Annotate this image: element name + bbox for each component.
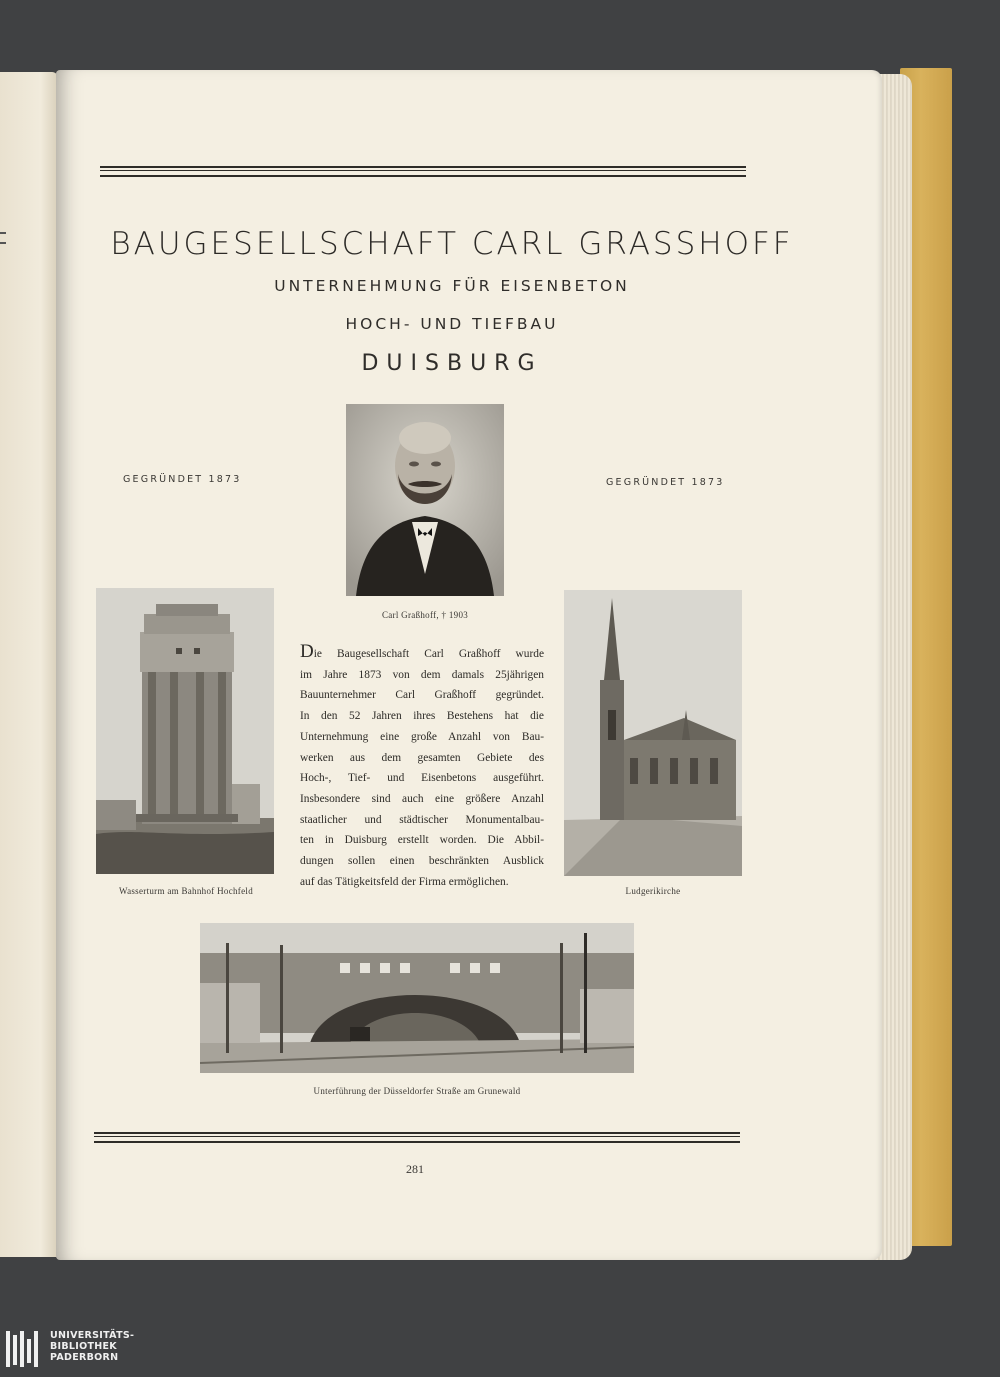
city-name: DUISBURG bbox=[361, 351, 543, 376]
body-line: Hoch-, Tief- und Eisenbetons ausgeführt. bbox=[300, 772, 544, 785]
body-line: auf das Tätigkeitsfeld der Firma ermöglichen. bbox=[300, 875, 509, 888]
library-logo-text bbox=[50, 1330, 210, 1363]
bottom-rule bbox=[94, 1132, 740, 1143]
page-title: BAUGESELLSCHAFT CARL GRASSHOFF bbox=[110, 226, 794, 262]
library-logo-icon bbox=[6, 1329, 42, 1369]
founded-left: GEGRÜNDET 1873 bbox=[123, 474, 242, 485]
left-page-mark bbox=[0, 232, 6, 234]
water-tower-photo bbox=[96, 588, 274, 874]
portrait-caption: Carl Graßhoff, † 1903 bbox=[381, 610, 469, 620]
body-line: ten in Duisburg erstellt worden. Die Abbil- bbox=[300, 834, 544, 847]
left-page-mark bbox=[0, 242, 6, 244]
top-rule bbox=[100, 166, 746, 177]
company-description bbox=[300, 642, 544, 892]
underpass-photo bbox=[200, 923, 634, 1073]
body-line: im Jahre 1873 von dem damals 25jährigen bbox=[300, 668, 544, 681]
body-line: Unternehmung eine große Anzahl von Bau- bbox=[300, 730, 544, 743]
portrait-photo bbox=[346, 404, 504, 596]
body-line: staatlicher und städtischer Monumentalbau- bbox=[300, 813, 544, 826]
body-line: ie Baugesellschaft Carl Graßhoff wurde bbox=[313, 648, 544, 660]
subtitle-hoch-tiefbau: HOCH- UND TIEFBAU bbox=[345, 315, 559, 333]
church-caption: Ludgerikirche bbox=[625, 886, 681, 896]
book-page bbox=[56, 70, 882, 1260]
page-number: 281 bbox=[406, 1162, 424, 1176]
body-line: Insbesondere sind auch eine größere Anzahl bbox=[300, 792, 544, 805]
logo-line: UNIVERSITÄTS- bbox=[50, 1330, 135, 1341]
underpass-caption: Unterführung der Düsseldorfer Straße am Grunewald bbox=[313, 1086, 521, 1096]
body-line: Bauunternehmer Carl Graßhoff gegründet. bbox=[300, 689, 544, 702]
body-line: In den 52 Jahren ihres Bestehens hat die bbox=[300, 710, 544, 723]
water-tower-caption: Wasserturm am Bahnhof Hochfeld bbox=[119, 886, 253, 896]
subtitle-eisenbeton: UNTERNEHMUNG FÜR EISENBETON bbox=[274, 277, 630, 295]
logo-line: BIBLIOTHEK bbox=[50, 1341, 117, 1352]
logo-line: PADERBORN bbox=[50, 1352, 119, 1363]
body-line: werken aus dem gesamten Gebiete des bbox=[300, 751, 544, 764]
drop-cap: D bbox=[300, 641, 314, 662]
church-photo bbox=[564, 590, 742, 876]
body-line: dungen sollen einen beschränkten Ausblick bbox=[300, 855, 544, 868]
founded-right: GEGRÜNDET 1873 bbox=[606, 477, 725, 488]
